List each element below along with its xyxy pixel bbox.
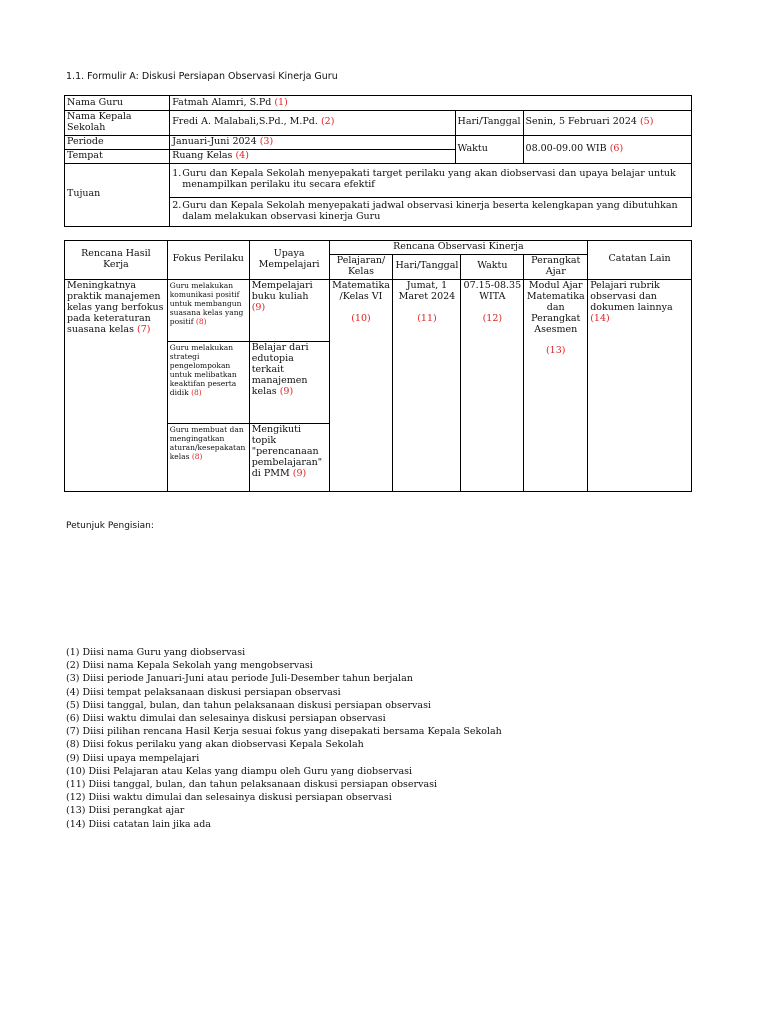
instruction-item: (12) Diisi waktu dimulai dan selesainya diskusi persiapan observasi: [66, 792, 392, 804]
cell-fokus-perilaku-3: Guru membuat dan mengingatkan aturan/kesepakatan kelas (8): [167, 423, 249, 491]
header-rencana-observasi-kinerja: Rencana Observasi Kinerja: [329, 241, 588, 255]
label-periode: Periode: [65, 135, 170, 149]
value-waktu: 08.00-09.00 WIB (6): [523, 135, 691, 163]
instruction-item: (2) Diisi nama Kepala Sekolah yang mengobservasi: [66, 660, 313, 672]
cell-rencana-hasil-kerja: Meningkatnya praktik manajemen kelas yang berfokus pada keteraturan suasana kelas (7): [65, 279, 168, 491]
petunjuk-pengisian-label: Petunjuk Pengisian:: [66, 521, 154, 531]
instruction-item: (11) Diisi tanggal, bulan, dan tahun pelaksanaan diskusi persiapan observasi: [66, 779, 438, 791]
header-waktu: Waktu: [461, 255, 524, 280]
label-tujuan: Tujuan: [65, 163, 170, 226]
value-periode: Januari-Juni 2024 (3): [170, 135, 455, 149]
instruction-item: (14) Diisi catatan lain jika ada: [66, 818, 211, 830]
form-a-table: [64, 95, 692, 227]
label-tempat: Tempat: [65, 149, 170, 163]
header-pelajaran-kelas: Pelajaran/ Kelas: [329, 255, 393, 280]
cell-upaya-3: Mengikuti topik "perencanaan pembelajaran" di PMM (9): [249, 423, 329, 491]
value-tempat: Ruang Kelas (4): [170, 149, 455, 163]
label-hari-tanggal: Hari/Tanggal: [455, 111, 523, 136]
header-perangkat-ajar: Perangkat Ajar: [524, 255, 588, 280]
cell-waktu: 07.15-08.35 WITA (12): [461, 279, 524, 491]
cell-catatan-lain: Pelajari rubrik observasi dan dokumen lainnya (14): [588, 279, 692, 491]
instruction-item: (6) Diisi waktu dimulai dan selesainya diskusi persiapan observasi: [66, 713, 386, 725]
tujuan-item-2: 2. Guru dan Kepala Sekolah menyepakati jadwal observasi kinerja beserta kelengkapan yang dibutuhkan dalam melakukan observasi kinerja Guru: [170, 197, 692, 226]
instruction-item: (10) Diisi Pelajaran atau Kelas yang diampu oleh Guru yang diobservasi: [66, 765, 413, 777]
document-title: 1.1. Formulir A: Diskusi Persiapan Observasi Kinerja Guru: [66, 71, 338, 82]
label-nama-kepala-sekolah: Nama Kepala Sekolah: [65, 111, 170, 136]
instruction-item: (9) Diisi upaya mempelajari: [66, 752, 200, 764]
value-nama-guru: Fatmah Alamri, S.Pd (1): [170, 96, 692, 111]
instruction-item: (1) Diisi nama Guru yang diobservasi: [66, 647, 246, 658]
value-hari-tanggal: Senin, 5 Februari 2024 (5): [523, 111, 691, 136]
cell-hari-tanggal: Jumat, 1 Maret 2024 (11): [393, 279, 461, 491]
instruction-list: [66, 646, 502, 831]
instruction-item: (4) Diisi tempat pelaksanaan diskusi persiapan observasi: [66, 686, 341, 698]
tujuan-item-1: 1. Guru dan Kepala Sekolah menyepakati target perilaku yang akan diobservasi dan upaya belajar untuk menampilkan perilaku itu secara efektif: [170, 163, 692, 197]
header-upaya-mempelajari: Upaya Mempelajari: [249, 241, 329, 280]
label-nama-guru: Nama Guru: [65, 96, 170, 111]
cell-pelajaran-kelas: Matematika /Kelas VI (10): [329, 279, 393, 491]
header-fokus-perilaku: Fokus Perilaku: [167, 241, 249, 280]
cell-upaya-2: Belajar dari edutopia terkait manajemen kelas (9): [249, 341, 329, 423]
cell-upaya-1: Mempelajari buku kuliah (9): [249, 279, 329, 341]
instruction-item: (3) Diisi periode Januari-Juni atau periode Juli-Desember tahun berjalan: [66, 673, 413, 685]
cell-fokus-perilaku-2: Guru melakukan strategi pengelompokan untuk melibatkan keaktifan peserta didik (8): [167, 341, 249, 423]
cell-perangkat-ajar: Modul Ajar Matematika dan Perangkat Asesmen (13): [524, 279, 588, 491]
instruction-item: (13) Diisi perangkat ajar: [66, 805, 185, 817]
instruction-item: (7) Diisi pilihan rencana Hasil Kerja sesuai fokus yang disepakati bersama Kepala Sekolah: [66, 726, 502, 738]
value-nama-kepala-sekolah: Fredi A. Malabali,S.Pd., M.Pd. (2): [170, 111, 455, 136]
instruction-item: (5) Diisi tanggal, bulan, dan tahun pelaksanaan diskusi persiapan observasi: [66, 699, 431, 711]
label-waktu: Waktu: [455, 135, 523, 163]
header-catatan-lain: Catatan Lain: [588, 241, 692, 280]
header-hari-tanggal: Hari/Tanggal: [393, 255, 461, 280]
header-rencana-hasil-kerja: Rencana Hasil Kerja: [65, 241, 168, 280]
form-b-table: [64, 240, 692, 492]
instruction-item: (8) Diisi fokus perilaku yang akan diobservasi Kepala Sekolah: [66, 739, 364, 751]
cell-fokus-perilaku-1: Guru melakukan komunikasi positif untuk membangun suasana kelas yang positif (8): [167, 279, 249, 341]
